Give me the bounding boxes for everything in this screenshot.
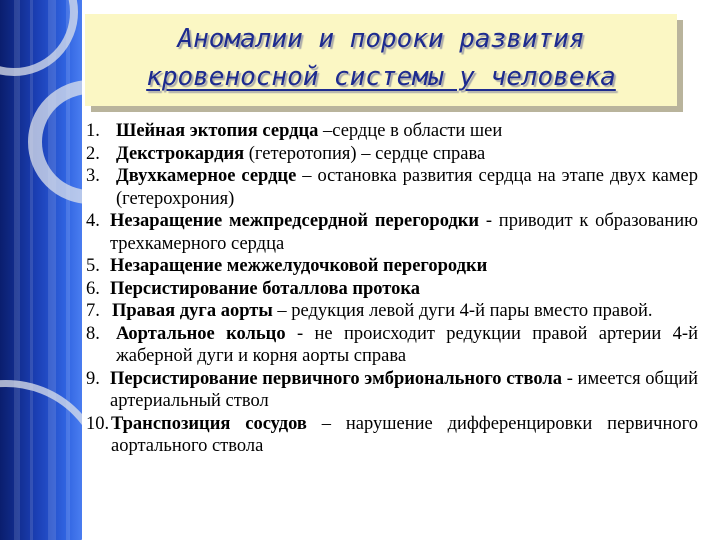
decorative-ring-middle <box>28 80 82 204</box>
item-description: – редукция левой дуги 4-й пары вместо правой. <box>272 301 653 321</box>
list-item <box>86 368 698 413</box>
title-line-1: Аномалии и пороки развития <box>177 24 585 54</box>
item-term: Правая дуга аорты <box>112 301 273 321</box>
list-item <box>86 143 698 166</box>
list-item <box>86 210 698 255</box>
item-description: - имеется общий артериальный ствол <box>110 368 699 411</box>
item-number: 5. <box>86 256 100 276</box>
item-number: 8. <box>86 323 100 344</box>
decorative-ring-bottom <box>0 380 82 540</box>
item-number: 7. <box>86 301 100 321</box>
item-number: 3. <box>86 166 100 186</box>
list-item <box>86 165 698 210</box>
list-item <box>86 413 698 458</box>
item-number: 9. <box>86 368 100 389</box>
anomaly-list <box>86 120 698 458</box>
slide-title <box>85 20 677 96</box>
item-number: 10. <box>86 413 110 434</box>
item-description: – остановка развития сердца на этапе двух камер (гетерохрония) <box>116 166 699 209</box>
item-term: Незаращение межжелудочковой перегородки <box>110 256 488 276</box>
item-term: Незаращение межпредсердной перегородки <box>110 211 480 231</box>
list-item <box>86 323 698 368</box>
list-item <box>86 278 698 301</box>
decorative-sidebar <box>0 0 82 540</box>
item-number: 2. <box>86 143 100 164</box>
item-description: - приводит к образованию трехкамерного сердца <box>110 211 698 254</box>
item-term: Аортальное кольцо <box>116 323 286 344</box>
list-item <box>86 300 698 323</box>
item-description: (гетеротопия) – сердце справа <box>244 143 486 164</box>
item-description: – нарушение дифференцировки первичного аортального ствола <box>111 413 698 456</box>
item-number: 4. <box>86 211 100 231</box>
item-term: Декстрокардия <box>116 143 245 164</box>
list-item <box>86 255 698 278</box>
item-term: Двухкамерное сердце <box>116 166 297 186</box>
title-line-2: кровеносной системы у человека <box>146 62 616 92</box>
item-number: 6. <box>86 278 100 299</box>
list-item <box>86 120 698 143</box>
item-term: Персистирование первичного эмбрионального ствола <box>110 368 562 389</box>
item-description: –сердце в области шеи <box>318 121 503 141</box>
title-box <box>85 14 677 106</box>
item-description: - не происходит редукции правой артерии 4-й жаберной дуги и корня аорты справа <box>116 323 698 366</box>
item-number: 1. <box>86 121 100 141</box>
item-term: Шейная эктопия сердца <box>116 121 319 141</box>
item-term: Персистирование боталлова протока <box>110 278 421 299</box>
item-term: Транспозиция сосудов <box>111 413 307 434</box>
